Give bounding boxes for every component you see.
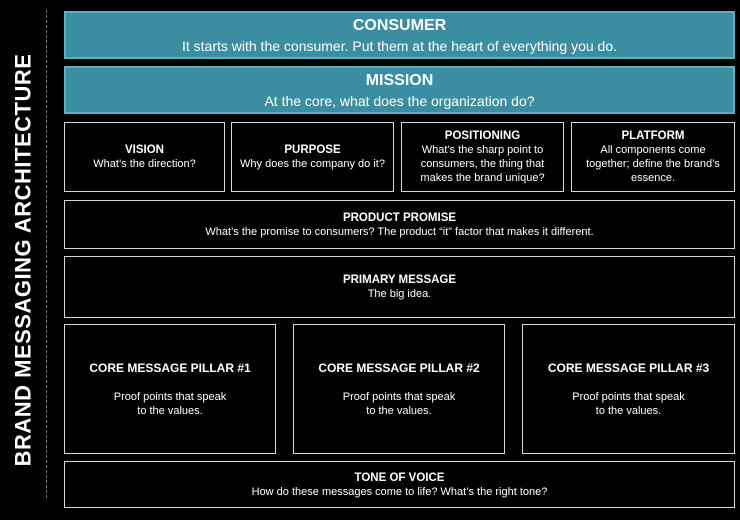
primary-message-box <box>64 256 735 318</box>
product-promise-heading: PRODUCT PROMISE <box>342 211 457 224</box>
primary-message-text: The big idea. <box>367 288 432 300</box>
pillar-2-text-line1: Proof points that speak <box>342 390 456 403</box>
side-title <box>6 10 40 510</box>
product-promise-text: What’s the promise to consumers? The product “it” factor that makes it different. <box>205 225 594 238</box>
pillar-1-text-line2: to the values. <box>137 404 203 417</box>
pillar-2-text-line2: to the values. <box>366 404 432 417</box>
core-message-pillar-3 <box>522 324 735 454</box>
product-promise-box <box>64 200 735 249</box>
pillar-1-text <box>114 390 227 418</box>
primary-message-heading: PRIMARY MESSAGE <box>342 274 457 286</box>
vision-text: What’s the direction? <box>93 158 196 170</box>
platform-box <box>571 122 735 192</box>
tone-of-voice-heading: TONE OF VOICE <box>354 471 445 484</box>
pillar-3-text <box>572 390 685 418</box>
purpose-heading: PURPOSE <box>284 144 341 156</box>
mission-text: At the core, what does the organization do? <box>264 92 535 109</box>
side-divider <box>46 10 47 498</box>
mission-box <box>64 66 735 114</box>
consumer-text: It starts with the consumer. Put them at the heart of everything you do. <box>181 37 617 54</box>
tone-of-voice-text: How do these messages come to life? What’s the right tone? <box>251 485 548 498</box>
pillar-3-text-line1: Proof points that speak <box>572 390 685 403</box>
consumer-heading: CONSUMER <box>352 16 447 34</box>
vision-heading: VISION <box>125 144 164 156</box>
positioning-heading: POSITIONING <box>444 130 521 142</box>
pillar-3-heading: CORE MESSAGE PILLAR #3 <box>547 360 710 375</box>
mission-heading: MISSION <box>365 71 434 89</box>
purpose-text: Why does the company do it? <box>240 158 385 170</box>
pillar-2-text <box>343 390 456 418</box>
pillar-1-text-line1: Proof points that speak <box>113 390 227 403</box>
positioning-text: What’s the sharp point to consumers, the thing that makes the brand unique? <box>420 144 545 184</box>
core-message-pillar-2 <box>293 324 505 454</box>
purpose-box <box>231 122 394 192</box>
side-title-text: BRAND MESSAGING ARCHITECTURE <box>10 53 36 467</box>
core-message-pillar-1 <box>64 324 276 454</box>
platform-text: All components come together; define the brand’s essence. <box>586 144 720 184</box>
consumer-box <box>64 11 735 59</box>
tone-of-voice-box <box>64 461 735 508</box>
vision-box <box>64 122 225 192</box>
pillar-2-heading: CORE MESSAGE PILLAR #2 <box>318 360 480 375</box>
positioning-box <box>401 122 564 192</box>
platform-heading: PLATFORM <box>621 130 685 142</box>
pillar-1-heading: CORE MESSAGE PILLAR #1 <box>89 360 251 375</box>
pillar-3-text-line2: to the values. <box>595 404 662 417</box>
